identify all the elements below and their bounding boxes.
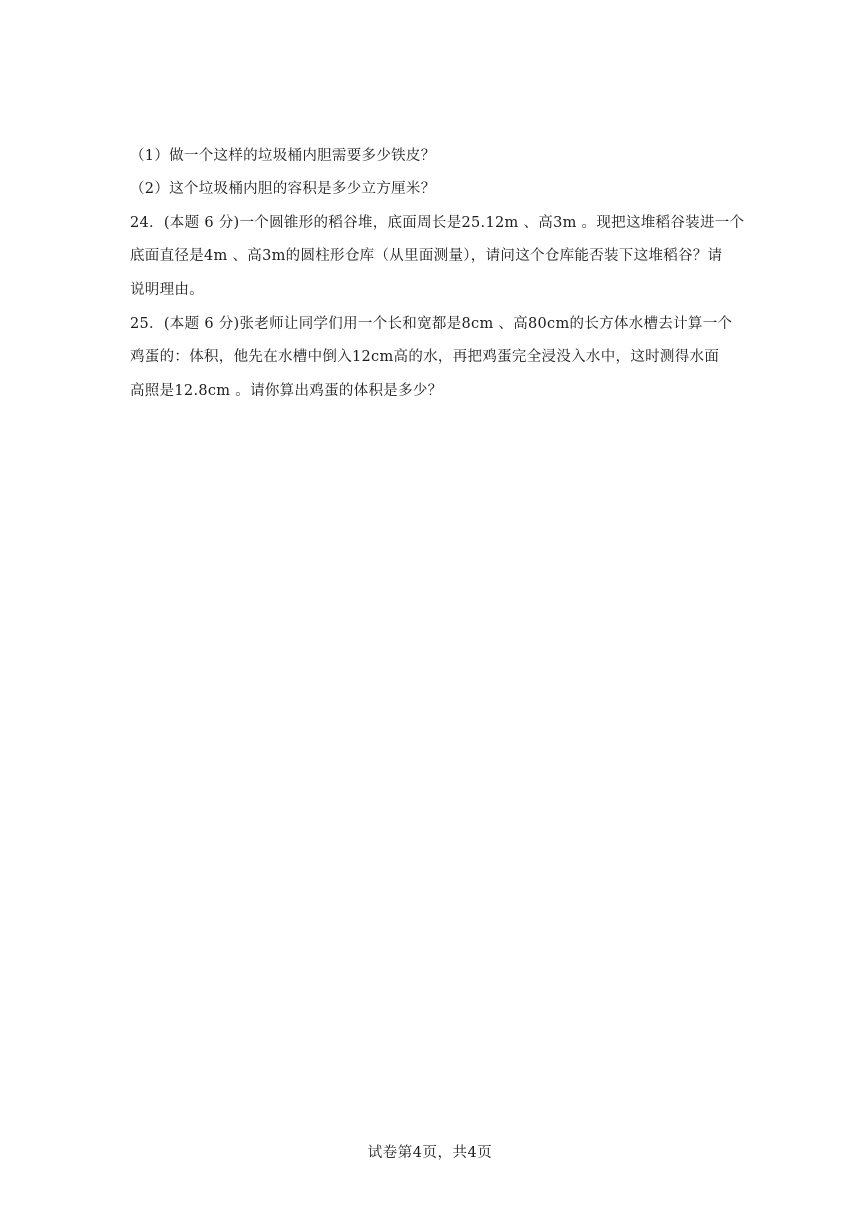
question-23-sub-2: （2）这个垃圾桶内胆的容积是多少立方厘米？ [130, 181, 436, 197]
question-24-line-3: 说明理由。 [130, 282, 204, 298]
question-24-line-2: 底面直径是4m 、高3m的圆柱形仓库（从里面测量），请问这个仓库能否装下这堆稻谷？请 [130, 248, 723, 264]
question-25-line-2: 鸡蛋的：体积，他先在水槽中倒入12cm高的水，再把鸡蛋完全浸没入水中，这时测得水面 [130, 349, 720, 365]
question-25-line-1: 25．(本题 6 分)张老师让同学们用一个长和宽都是8cm 、高80cm的长方体水槽去计算一个 [130, 316, 733, 332]
question-23-sub-1: （1）做一个这样的垃圾桶内胆需要多少铁皮？ [130, 148, 436, 164]
question-25-line-3: 高照是12.8cm 。请你算出鸡蛋的体积是多少？ [130, 383, 443, 399]
question-24-line-1: 24．(本题 6 分)一个圆锥形的稻谷堆，底面周长是25.12m 、高3m 。现把这堆稻谷装进一个 [130, 215, 745, 231]
page-footer: 试卷第4页，共4页 [367, 1145, 493, 1161]
